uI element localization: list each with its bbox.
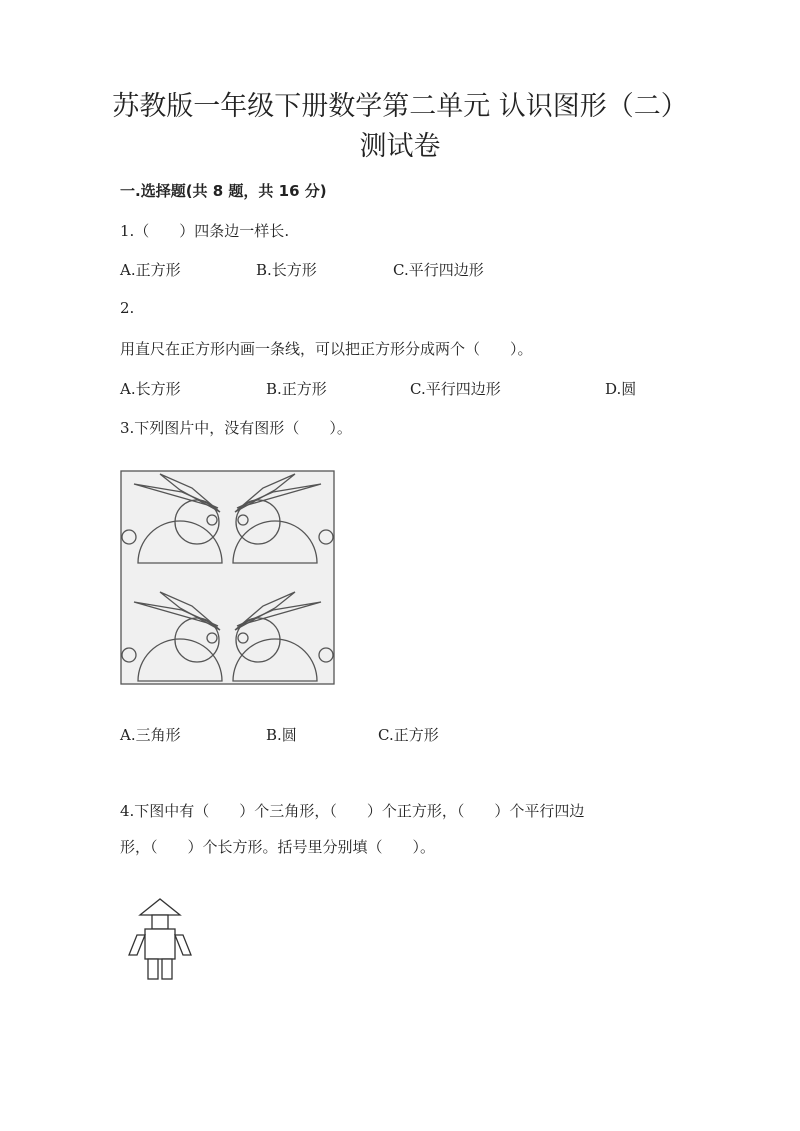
question-1-text: 1.（ ）四条边一样长. — [120, 222, 290, 240]
section-heading: 一.选择题(共 8 题，共 16 分) — [120, 182, 327, 200]
right-arm-parallelogram — [175, 935, 191, 955]
q2-option-d[interactable]: D.圆 — [605, 380, 637, 398]
q1-option-b[interactable]: B.长方形 — [256, 261, 317, 279]
q1-option-c[interactable]: C.平行四边形 — [393, 261, 484, 279]
q2-option-b[interactable]: B.正方形 — [266, 380, 327, 398]
robot-figure — [125, 895, 205, 985]
page-title-line2: 测试卷 — [359, 131, 441, 162]
left-leg-rectangle — [148, 959, 158, 979]
question-2-number: 2. — [120, 299, 135, 317]
q3-option-c[interactable]: C.正方形 — [378, 726, 439, 744]
question-3-text: 3.下列图片中，没有图形（ ）。 — [120, 419, 352, 437]
question-4-line1: 4.下图中有（ ）个三角形，（ ）个正方形，（ ）个平行四边 — [120, 802, 585, 820]
question-4-line2: 形，（ ）个长方形。括号里分别填（ ）。 — [120, 838, 436, 856]
hat-triangle — [140, 899, 180, 915]
right-leg-rectangle — [162, 959, 172, 979]
question-2-text: 用直尺在正方形内画一条线，可以把正方形分成两个（ ）。 — [120, 340, 533, 358]
page-title: 苏教版一年级下册数学第二单元 认识图形（二） — [112, 91, 688, 122]
q2-option-c[interactable]: C.平行四边形 — [410, 380, 501, 398]
q1-option-a[interactable]: A.正方形 — [120, 261, 181, 279]
left-arm-parallelogram — [129, 935, 145, 955]
body-rectangle — [145, 929, 175, 959]
rabbits-figure — [120, 470, 335, 685]
head-square — [152, 915, 168, 929]
q3-option-b[interactable]: B.圆 — [266, 726, 297, 744]
q2-option-a[interactable]: A.长方形 — [120, 380, 181, 398]
q3-option-a[interactable]: A.三角形 — [120, 726, 181, 744]
